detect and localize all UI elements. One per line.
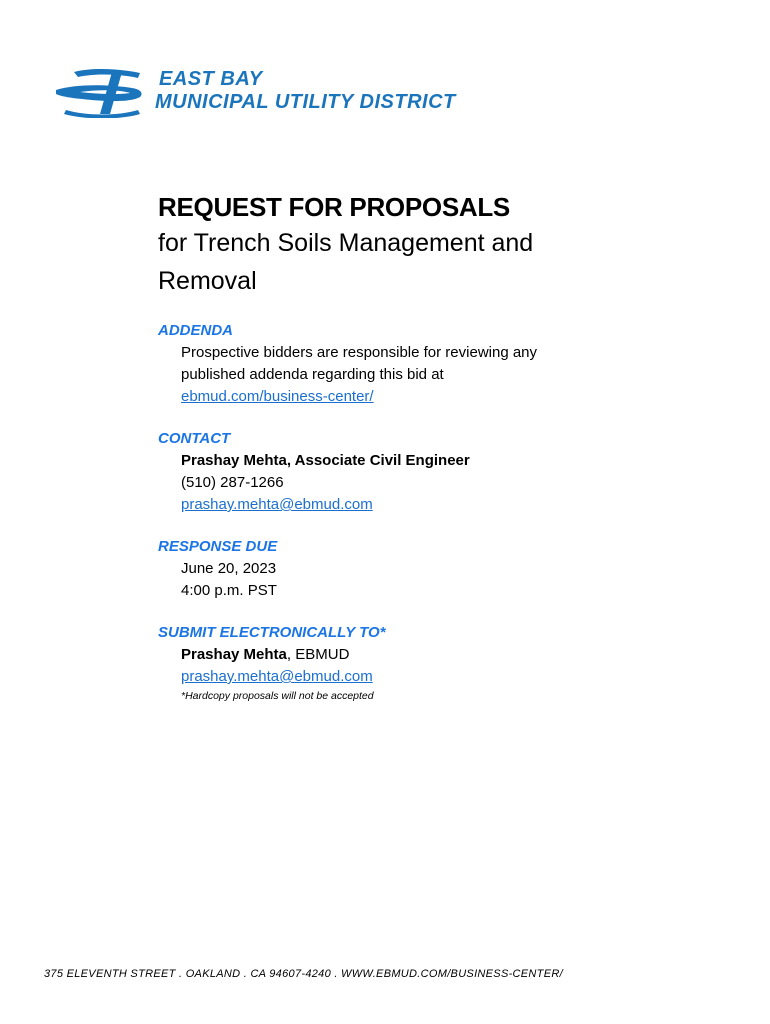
logo-line-east-bay: EAST BAY bbox=[159, 68, 263, 90]
footer-address: 375 ELEVENTH STREET . OAKLAND . CA 94607-4240 . WWW.EBMUD.COM/BUSINESS-CENTER/ bbox=[44, 968, 563, 980]
addenda-heading: ADDENDA bbox=[158, 322, 233, 339]
document-title: REQUEST FOR PROPOSALS bbox=[158, 192, 510, 222]
contact-heading: CONTACT bbox=[158, 430, 231, 447]
document-subtitle-line1: for Trench Soils Management and bbox=[158, 229, 534, 257]
contact-email-link[interactable]: prashay.mehta@ebmud.com bbox=[181, 496, 373, 513]
submit-name: Prashay Mehta bbox=[181, 646, 287, 663]
submit-section bbox=[158, 622, 678, 704]
addenda-section bbox=[158, 320, 678, 408]
response-due-section bbox=[158, 536, 678, 602]
rfp-content bbox=[158, 190, 678, 704]
contact-name: Prashay Mehta, Associate Civil Engineer bbox=[181, 452, 470, 469]
addenda-text-line1: Prospective bidders are responsible for reviewing any bbox=[181, 344, 538, 361]
logo-line-district: MUNICIPAL UTILITY DISTRICT bbox=[155, 91, 456, 113]
document-subtitle-line2: Removal bbox=[158, 267, 257, 295]
business-center-link[interactable]: ebmud.com/business-center/ bbox=[181, 388, 374, 405]
ebmud-logo bbox=[52, 68, 522, 118]
submit-email-link[interactable]: prashay.mehta@ebmud.com bbox=[181, 668, 373, 685]
contact-section bbox=[158, 428, 678, 516]
ebmud-emblem-icon bbox=[52, 68, 152, 118]
addenda-text-line2: published addenda regarding this bid at bbox=[181, 366, 444, 383]
submit-org: , EBMUD bbox=[286, 646, 350, 663]
response-due-time: 4:00 p.m. PST bbox=[181, 582, 277, 599]
response-due-date: June 20, 2023 bbox=[181, 560, 277, 577]
submit-heading: SUBMIT ELECTRONICALLY TO* bbox=[158, 624, 386, 641]
contact-phone: (510) 287-1266 bbox=[181, 474, 284, 491]
response-due-heading: RESPONSE DUE bbox=[158, 538, 278, 555]
hardcopy-note: *Hardcopy proposals will not be accepted bbox=[181, 690, 374, 702]
